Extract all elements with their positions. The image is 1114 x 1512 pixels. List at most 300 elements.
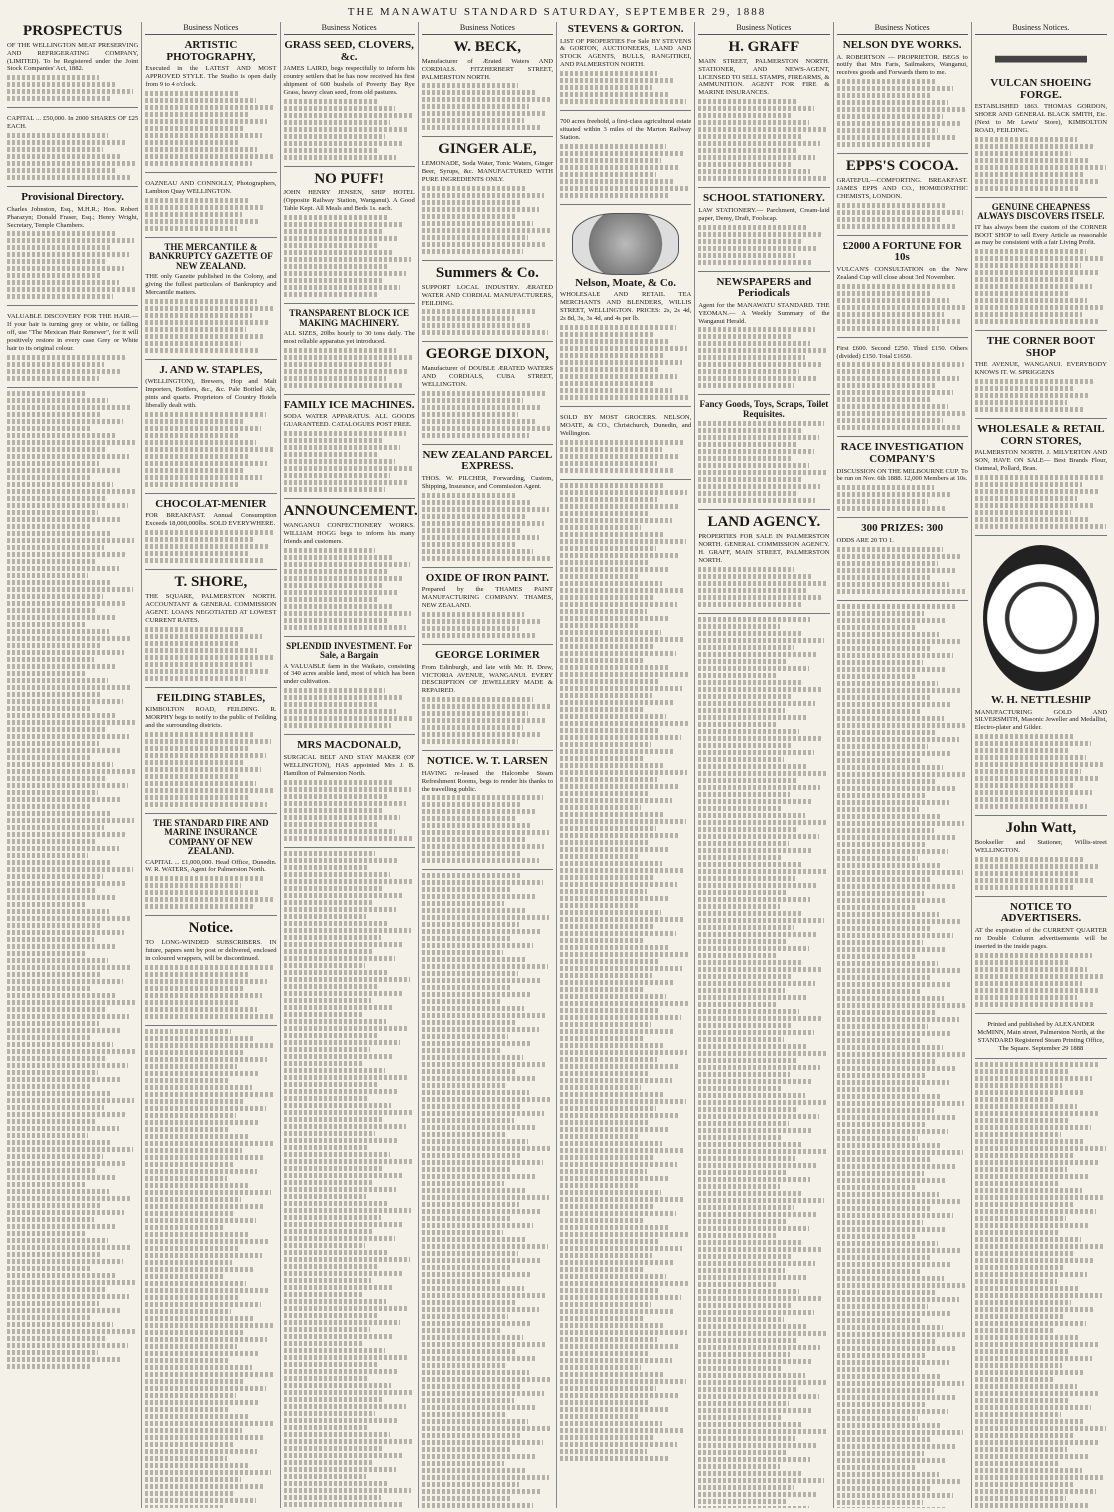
text-line: [560, 1358, 672, 1363]
text-line: [145, 1274, 224, 1279]
text-line: [837, 856, 918, 861]
text-line: [837, 1507, 946, 1508]
text-line: [7, 1035, 91, 1040]
advertisement: [975, 201, 1107, 332]
fine-print-lines: [975, 137, 1107, 191]
advertisement: [698, 513, 829, 613]
text-line: [7, 755, 91, 760]
text-line: [7, 552, 126, 557]
fine-print-lines: [145, 732, 276, 807]
text-line: [145, 897, 275, 902]
text-line: [284, 1117, 384, 1122]
text-line: [698, 355, 804, 360]
text-line: [422, 1377, 552, 1382]
text-line: [422, 1412, 506, 1417]
text-line: [284, 1082, 377, 1087]
text-line: [837, 485, 934, 490]
text-line: [284, 801, 406, 806]
advertisement: [422, 448, 553, 568]
text-line: [7, 1217, 94, 1222]
text-line: [422, 1111, 544, 1116]
columns-container: [4, 22, 1110, 1508]
text-line: [422, 908, 527, 913]
text-line: [422, 999, 502, 1004]
text-line: [837, 298, 950, 303]
ad-title: SPLENDID INVESTMENT. For Sale, a Bargain: [286, 640, 413, 661]
advertisement: [145, 176, 276, 238]
text-line: [422, 978, 540, 983]
advertisement: [7, 309, 138, 388]
ad-body: PROPERTIES FOR SALE IN PALMERSTON NORTH. GENERAL COMMISSION AGENCY. H. GRAFF, MAIN STREET, PALMERSTON NORTH.: [698, 533, 830, 564]
text-line: [837, 1248, 960, 1253]
text-line: [975, 1370, 1085, 1375]
text-line: [7, 1084, 90, 1089]
fine-print-lines: [837, 284, 968, 331]
text-line: [145, 1260, 232, 1265]
text-line: [698, 421, 824, 426]
fine-print-lines: [422, 697, 553, 744]
text-line: [145, 1393, 236, 1398]
text-line: [560, 1015, 681, 1020]
text-line: [145, 558, 264, 563]
text-line: [560, 756, 643, 761]
text-line: [560, 896, 669, 901]
text-line: [284, 611, 411, 616]
text-line: [560, 144, 666, 149]
text-line: [284, 1145, 368, 1150]
text-line: [975, 1118, 1069, 1123]
text-line: [422, 802, 520, 807]
text-line: [145, 739, 271, 744]
text-line: [284, 1222, 403, 1227]
text-line: [284, 236, 400, 241]
text-line: [7, 538, 134, 543]
text-line: [560, 1211, 676, 1216]
fine-print-lines: [145, 530, 276, 563]
text-line: [145, 205, 264, 210]
text-line: [7, 608, 95, 613]
advertisement: [560, 208, 691, 407]
text-line: [698, 925, 794, 930]
text-line: [145, 1225, 225, 1230]
text-line: [7, 923, 102, 928]
text-line: [560, 574, 640, 579]
text-line: [975, 1272, 1087, 1277]
text-line: [422, 104, 530, 109]
text-line: [284, 1040, 401, 1045]
text-line: [560, 1372, 664, 1377]
text-line: [7, 951, 86, 956]
text-line: [422, 1503, 534, 1508]
text-line: [560, 1183, 639, 1188]
text-line: [145, 348, 258, 353]
text-line: [560, 1190, 661, 1195]
fine-print-lines: [284, 688, 415, 728]
text-line: [422, 1300, 517, 1305]
text-line: [145, 1155, 264, 1160]
text-line: [837, 674, 916, 679]
text-line: [7, 762, 113, 767]
text-line: [145, 655, 274, 660]
text-line: [7, 412, 100, 417]
text-line: [7, 1028, 121, 1033]
text-line: [422, 1384, 522, 1389]
ad-body: ESTABLISHED 1863. THOMAS GORDON, SHOER AND GENERAL BLACK SMITH, Etc. (Next to Mr Lewis' Store), KIMBOLTON ROAD, FEILDING.: [974, 103, 1107, 134]
text-line: [422, 1405, 536, 1410]
text-line: [7, 1329, 136, 1334]
text-line: [145, 313, 251, 318]
text-line: [837, 1472, 939, 1477]
text-line: [837, 1332, 966, 1337]
text-line: [837, 1066, 958, 1071]
text-line: [698, 659, 786, 664]
text-line: [698, 1184, 779, 1189]
text-line: [975, 995, 1077, 1000]
ad-body: CAPITAL ... £50,000. In 2000 SHARES OF £25 EACH.: [7, 115, 139, 131]
text-line: [284, 1096, 369, 1101]
fine-print-lines: [560, 71, 691, 104]
text-line: [284, 466, 413, 471]
text-line: [7, 615, 117, 620]
text-line: [698, 904, 779, 909]
text-line: [7, 769, 136, 774]
text-line: [7, 734, 129, 739]
text-line: [698, 1359, 812, 1364]
text-line: [975, 1125, 1091, 1130]
text-line: [145, 1484, 263, 1489]
text-line: [284, 99, 379, 104]
advertisement: [145, 691, 276, 814]
text-line: [698, 1408, 811, 1413]
text-line: [422, 235, 528, 240]
text-line: [975, 974, 1105, 979]
text-line: [284, 977, 410, 982]
column-fill-lines: [284, 851, 415, 1508]
fine-print-lines: [284, 431, 415, 492]
text-line: [422, 1209, 541, 1214]
text-line: [284, 907, 397, 912]
text-line: [698, 729, 799, 734]
text-line: [837, 499, 929, 504]
ad-title: STEVENS & GORTON.: [567, 23, 684, 35]
text-line: [145, 1141, 272, 1146]
text-line: [284, 893, 405, 898]
text-line: [145, 767, 261, 772]
ad-body: ALL SIZES, 20lbs hourly to 30 tons daily. The most reliable apparatus yet introduced.: [283, 330, 415, 345]
text-line: [145, 1099, 243, 1104]
text-line: [145, 1190, 271, 1195]
text-line: [975, 510, 1072, 515]
text-line: [284, 1033, 379, 1038]
text-line: [284, 688, 385, 693]
text-line: [145, 1442, 234, 1447]
text-line: [560, 1239, 660, 1244]
text-line: [145, 1428, 242, 1433]
text-line: [975, 186, 1078, 191]
ad-body: THE only Gazette published in the Colony, and giving the fullest particulars of Bankruptcy and Mercantile matters.: [145, 272, 277, 296]
text-line: [422, 493, 515, 498]
text-line: [837, 1045, 943, 1050]
text-line: [422, 1314, 509, 1319]
text-line: [7, 1273, 115, 1278]
ad-title: NOTICE TO ADVERTISERS.: [1000, 900, 1082, 925]
text-line: [698, 484, 820, 489]
text-line: [837, 1479, 962, 1484]
text-line: [698, 918, 824, 923]
text-line: [284, 431, 406, 436]
advertisement: [283, 502, 418, 636]
text-line: [284, 127, 407, 132]
text-line: [837, 1185, 917, 1190]
text-line: [975, 1405, 1091, 1410]
text-line: [7, 1007, 107, 1012]
text-line: [975, 1223, 1089, 1228]
ad-body: Bookseller and Stationer, Willis-street WELLINGTON.: [974, 839, 1107, 854]
text-line: [422, 612, 524, 617]
text-line: [7, 531, 112, 536]
text-line: [560, 742, 651, 747]
text-line: [560, 1169, 647, 1174]
text-line: [837, 646, 932, 651]
text-line: [698, 785, 820, 790]
imprint-text: Printed and published by ALEXANDER McMINN, Main street, Palmerston North, at the STANDARD Registered Steam Printing Office, The Square. September 29 1888: [977, 1020, 1105, 1053]
ad-body: THOS. W. PILCHER, Forwarding, Custom, Shipping, Insurance, and Commission Agent.: [421, 474, 553, 490]
text-line: [284, 229, 382, 234]
text-line: [698, 1247, 823, 1252]
text-line: [560, 1421, 662, 1426]
text-line: [422, 880, 543, 885]
text-line: [7, 454, 129, 459]
text-line: [560, 672, 690, 677]
text-line: [698, 722, 777, 727]
text-line: [837, 1262, 953, 1267]
text-line: [145, 1302, 261, 1307]
ad-body: Manufacturer of DOUBLE ÆRATED WATERS AND CORDIALS, CUBA STREET, WELLINGTON.: [421, 365, 553, 388]
text-line: [560, 952, 690, 957]
text-line: [145, 412, 266, 417]
text-line: [560, 325, 676, 330]
text-line: [837, 793, 928, 798]
text-line: [284, 1460, 375, 1465]
text-line: [7, 937, 94, 942]
text-line: [7, 1140, 111, 1145]
text-line: [698, 715, 807, 720]
text-line: [975, 1328, 1056, 1333]
text-line: [7, 1168, 95, 1173]
text-line: [837, 1017, 959, 1022]
text-line: [975, 1314, 1064, 1319]
text-line: [698, 127, 825, 132]
text-line: [422, 809, 538, 814]
text-line: [284, 914, 367, 919]
text-line: [145, 1176, 226, 1181]
text-line: [422, 1349, 515, 1354]
text-line: [7, 748, 121, 753]
text-line: [698, 736, 821, 741]
text-line: [284, 1320, 401, 1325]
text-line: [145, 551, 247, 556]
text-line: [7, 895, 117, 900]
text-line: [560, 1456, 669, 1461]
text-line: [145, 1239, 270, 1244]
text-line: [145, 147, 257, 152]
text-line: [7, 496, 105, 501]
text-line: [145, 669, 268, 674]
text-line: [975, 179, 1101, 184]
text-line: [145, 746, 249, 751]
text-line: [560, 728, 658, 733]
text-line: [145, 126, 245, 131]
text-line: [698, 1373, 804, 1378]
text-line: [284, 872, 390, 877]
text-line: [7, 965, 130, 970]
text-line: [837, 912, 939, 917]
text-line: [560, 1225, 668, 1230]
text-line: [7, 376, 99, 381]
fine-print-lines: [560, 144, 691, 198]
text-line: [145, 440, 255, 445]
ad-title: WHOLESALE & RETAIL CORN STORES,: [977, 423, 1105, 447]
text-line: [698, 939, 786, 944]
text-line: [7, 1161, 125, 1166]
text-line: [145, 219, 259, 224]
text-line: [7, 706, 92, 711]
text-line: [145, 461, 267, 466]
advertisement: [422, 648, 553, 751]
text-line: [422, 851, 522, 856]
text-line: [698, 673, 778, 678]
masthead-text: THE MANAWATU STANDARD SATURDAY, SEPTEMBER 29, 1888: [347, 6, 767, 18]
text-line: [975, 960, 1070, 965]
text-line: [837, 1395, 956, 1400]
advertisement: [284, 738, 415, 847]
text-line: [284, 597, 377, 602]
text-line: [698, 1233, 778, 1238]
advertisement: [560, 410, 691, 480]
text-line: [975, 1174, 1090, 1179]
text-line: [7, 1357, 120, 1362]
text-line: [698, 1303, 791, 1308]
text-line: [698, 890, 787, 895]
masthead: [0, 0, 1114, 22]
ad-title: OXIDE OF IRON PAINT.: [425, 571, 549, 584]
text-line: [698, 1058, 798, 1063]
text-line: [422, 1006, 524, 1011]
text-line: [145, 1505, 225, 1508]
text-line: [422, 1216, 511, 1221]
text-line: [560, 840, 648, 845]
text-line: [7, 559, 96, 564]
text-line: [560, 440, 685, 445]
text-line: [7, 804, 90, 809]
text-line: [698, 1093, 804, 1098]
text-line: [560, 994, 666, 999]
text-line: [145, 327, 246, 332]
text-line: [837, 411, 966, 416]
ad-title: MRS MACDONALD,: [297, 739, 402, 752]
ad-title: GRASS SEED, CLOVERS, &c.: [284, 39, 414, 63]
text-line: [837, 210, 963, 215]
text-line: [975, 524, 1106, 529]
text-line: [145, 1183, 249, 1188]
text-line: [975, 489, 1099, 494]
text-line: [698, 1450, 787, 1455]
ad-body: DISCUSSION ON THE MELBOURNE CUP. To be run on Nov. 6th 1888. 12,000 Members at 10s.: [836, 467, 968, 483]
text-line: [975, 878, 1095, 883]
text-line: [560, 1309, 673, 1314]
text-line: [7, 524, 90, 529]
text-line: [698, 1380, 827, 1385]
text-line: [145, 544, 270, 549]
text-line: [975, 988, 1099, 993]
column-8: [972, 22, 1110, 1508]
text-line: [422, 242, 545, 247]
advertisement: [145, 38, 276, 173]
text-line: [698, 862, 803, 867]
text-line: [145, 1400, 258, 1405]
text-line: [837, 1311, 951, 1316]
text-line: [975, 871, 1078, 876]
text-line: [284, 1355, 407, 1360]
text-line: [837, 996, 945, 1001]
text-line: [422, 943, 534, 948]
text-line: [837, 1115, 956, 1120]
fine-print-lines: [422, 795, 553, 863]
text-line: [560, 78, 674, 83]
text-line: [145, 1014, 274, 1019]
text-line: [975, 298, 1087, 303]
advertisement: [284, 307, 415, 395]
advertisement: [698, 398, 829, 510]
text-line: [422, 739, 518, 744]
text-line: [698, 743, 791, 748]
ad-body: LEMONADE, Soda Water, Tonic Waters, Ginger Beer, Syrups, &c. MANUFACTURED WITH PURE INGREDIENTS ONLY.: [421, 160, 553, 184]
advertisement: [560, 22, 691, 111]
ad-title: Nelson, Moate, & Co.: [575, 276, 677, 289]
text-line: [422, 1223, 534, 1228]
ad-title: Notice.: [188, 920, 234, 937]
ad-title: W. BECK,: [453, 39, 522, 55]
text-line: [837, 1059, 935, 1064]
ad-title: THE STANDARD FIRE AND MARINE INSURANCE COMPANY OF NEW ZEALAND.: [153, 817, 269, 857]
text-line: [837, 653, 954, 658]
text-line: [560, 381, 655, 386]
text-line: [698, 449, 814, 454]
text-line: [837, 1437, 933, 1442]
text-line: [698, 428, 802, 433]
ad-body: MANUFACTURING GOLD AND SILVERSMITH, Masonic Jeweller and Medallist, Electro-plater and Gilder.: [974, 708, 1107, 732]
text-line: [7, 979, 123, 984]
text-line: [560, 1435, 655, 1440]
text-line: [284, 1278, 372, 1283]
text-line: [698, 341, 810, 346]
text-line: [698, 967, 823, 972]
text-line: [837, 758, 921, 763]
ad-body: (WELLINGTON), Brewers, Hop and Malt Importers, Bottlers, &c., &c. Pale Bottled Ale, pints and quarts. Proprietors of Country Hotels liberally dealt with.: [145, 378, 277, 409]
text-line: [7, 1014, 129, 1019]
text-line: [560, 1400, 648, 1405]
ad-body: ODDS ARE 20 TO 1.: [836, 536, 894, 544]
text-line: [145, 454, 250, 459]
text-line: [560, 924, 653, 929]
ad-title: £2000 A FORTUNE FOR 10s: [842, 239, 962, 264]
text-line: [422, 214, 517, 219]
text-line: [560, 339, 670, 344]
text-line: [7, 993, 115, 998]
text-line: [284, 1110, 414, 1115]
text-line: [698, 652, 816, 657]
text-line: [975, 1503, 1089, 1508]
